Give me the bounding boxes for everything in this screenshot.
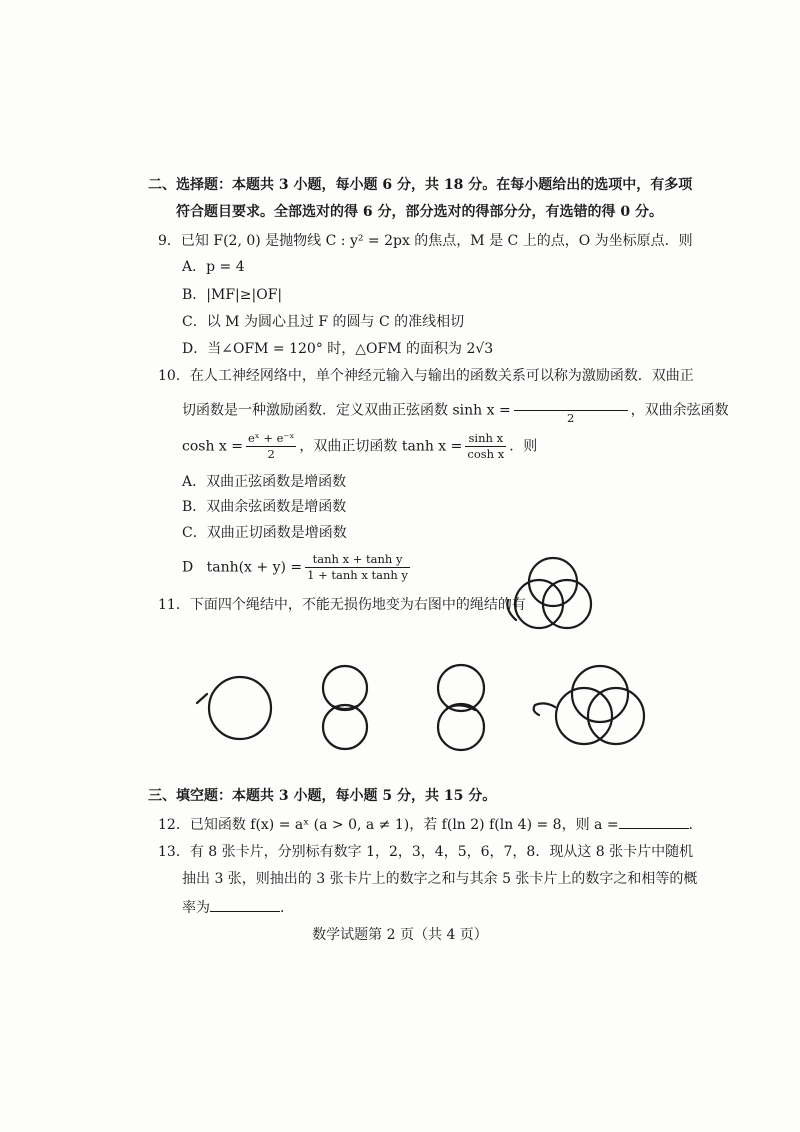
triple-loop-tail (534, 703, 555, 715)
cosh-label: cosh x = (182, 438, 243, 455)
q9-option-a: A．p = 4 (182, 259, 245, 275)
tanh-label: ，双曲正切函数 tanh x = (299, 438, 463, 455)
tanh-numerator: sinh x (465, 432, 506, 447)
trefoil-reference-figure (507, 558, 591, 628)
q10-option-a: A．双曲正弦函数是增函数 (182, 474, 347, 490)
cosh-numerator: eˣ + e⁻ˣ (248, 431, 295, 445)
q13-line1: 13．有 8 张卡片，分别标有数字 1，2，3，4，5，6，7，8．现从这 8 张卡片中随机 (158, 844, 694, 860)
cosh-denominator: 2 (267, 447, 275, 461)
q10-cosh-intro: ，双曲余弦函数 (630, 402, 729, 419)
q10-sinh-definition: 切函数是一种激励函数．定义双曲正弦函数 sinh x = (182, 402, 511, 419)
q13-end: ． (280, 900, 294, 916)
q13-line3-text: 率为 (182, 900, 210, 916)
q10-option-b: B．双曲余弦函数是增函数 (182, 499, 347, 515)
figure-eight-upper-loop (323, 666, 367, 710)
q12-answer-blank[interactable] (619, 814, 689, 829)
trefoil-loop-left (515, 580, 563, 628)
sinh-denominator: 2 (567, 411, 575, 425)
q9-option-b: B．|MF|≥|OF| (182, 287, 283, 303)
q13-line3 (182, 897, 294, 917)
q10-option-c: C．双曲正切函数是增函数 (182, 525, 347, 541)
knot-option-1-unknot (197, 677, 271, 739)
figure-eight-crossing (333, 706, 357, 709)
section2-heading-line2: 符合题目要求。全部选对的得 6 分，部分选对的得部分分，有选错的得 0 分。 (176, 204, 663, 220)
knot-option-4-triple-loop (534, 666, 644, 744)
q12-text: 12．已知函数 f(x) = aˣ (a > 0, a ≠ 1)，若 f(ln 2) f(ln 4) = 8，则 a = (158, 817, 619, 833)
trefoil-loop-right (543, 580, 591, 628)
knot-option-2-figure-eight (323, 666, 367, 749)
q9-option-d: D．当∠OFM = 120° 时，△OFM 的面积为 2√3 (182, 341, 494, 357)
unknot-end-mark (197, 694, 207, 703)
q11-stem: 11．下面四个绳结中，不能无损伤地变为右图中的绳结的有 (158, 597, 526, 613)
page-footer: 数学试题第 2 页（共 4 页） (312, 927, 488, 943)
tanh-sum-numerator: tanh x + tanh y (305, 553, 410, 568)
q12-end: ． (688, 817, 703, 833)
unknot-circle (209, 677, 271, 739)
tanh-sum-denominator: 1 + tanh x tanh y (307, 568, 408, 582)
q12 (158, 814, 703, 834)
figure-eight-lower-loop (323, 705, 367, 749)
q13-answer-blank[interactable] (210, 897, 280, 912)
q10-option-d-label: D (182, 559, 194, 576)
trefoil-loop-top (529, 558, 577, 606)
tanh-denominator: cosh x (467, 447, 505, 461)
q10-then: ．则 (509, 438, 538, 455)
q10-line1: 10．在人工神经网络中，单个神经元输入与输出的函数关系可以称为激励函数．双曲正 (158, 368, 694, 384)
q13-line2: 抽出 3 张，则抽出的 3 张卡片上的数字之和与其余 5 张卡片上的数字之和相等的概 (182, 871, 698, 887)
section2-heading-line1: 二、选择题：本题共 3 小题，每小题 6 分，共 18 分。在每小题给出的选项中，有多项 (148, 177, 693, 193)
q10-option-d-lhs: tanh(x + y) = (206, 559, 303, 576)
q9-stem: 9．已知 F(2, 0) 是抛物线 C : y² = 2px 的焦点，M 是 C 上的点，O 为坐标原点．则 (158, 233, 693, 249)
section3-heading: 三、填空题：本题共 3 小题，每小题 5 分，共 15 分。 (148, 788, 497, 804)
knot-option-3-figure-eight (438, 665, 484, 750)
q9-option-c: C．以 M 为圆心且过 F 的圆与 C 的准线相切 (182, 314, 465, 330)
